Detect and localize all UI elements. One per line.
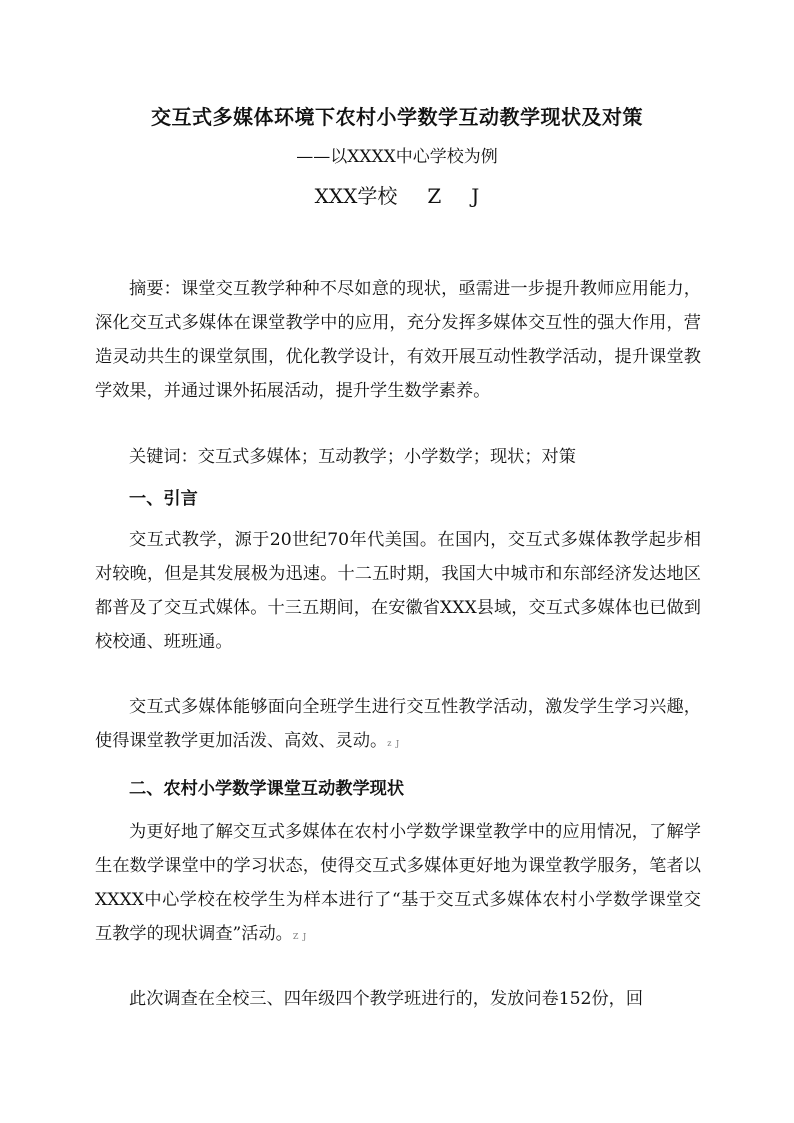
section-2-paragraph-2: 此次调查在全校三、四年级四个教学班进行的，发放问卷152份，回 xyxy=(129,989,644,1009)
author-initial-z: Z xyxy=(427,184,442,208)
section-2-paragraph-1 xyxy=(95,815,701,954)
paragraph-mark: z J xyxy=(387,739,401,748)
author-line xyxy=(0,180,794,209)
document-title: 交互式多媒体环境下农村小学数学互动教学现状及对策 xyxy=(151,105,643,129)
section-2-heading: 二、农村小学数学课堂互动教学现状 xyxy=(129,779,405,799)
paragraph-mark: Z J xyxy=(292,932,308,941)
section-1-paragraph-1: 交互式教学，源于20世纪70年代美国。在国内，交互式多媒体教学起步相对较晚，但是其发展极为迅速。十二五时期，我国大中城市和东部经济发达地区都普及了交互式媒体。十三五期间，在安徽省XXX县域，交互式多媒体也已做到校校通、班班通。 xyxy=(95,530,701,652)
keywords-paragraph: 关键词：交互式多媒体；互动教学；小学数学；现状；对策 xyxy=(129,447,576,467)
section-1-paragraph-2 xyxy=(95,690,701,761)
abstract-paragraph: 摘要：课堂交互教学种种不尽如意的现状，亟需进一步提升教师应用能力，深化交互式多媒体在课堂教学中的应用，充分发挥多媒体交互性的强大作用，营造灵动共生的课堂氛围，优化教学设计，有效开展互动性教学活动，提升课堂教学效果，并通过课外拓展活动，提升学生数学素养。 xyxy=(95,279,701,401)
author-initial-j: J xyxy=(471,184,480,208)
author-school: XXX学校 xyxy=(314,184,398,208)
document-subtitle: ——以XXXX中心学校为例 xyxy=(296,147,498,167)
section-1-heading: 一、引言 xyxy=(129,489,198,509)
section-2-paragraph-1-text: 为更好地了解交互式多媒体在农村小学数学课堂教学中的应用情况，了解学生在数学课堂中的学习状态，使得交互式多媒体更好地为课堂教学服务，笔者以XXXX中心学校在校学生为样本进行了“基于交互式多媒体农村小学数学课堂交互教学的现状调查”活动。 xyxy=(95,822,701,944)
section-1-paragraph-2-text: 交互式多媒体能够面向全班学生进行交互性教学活动，激发学生学习兴趣，使得课堂教学更加活泼、高效、灵动。 xyxy=(95,697,701,751)
